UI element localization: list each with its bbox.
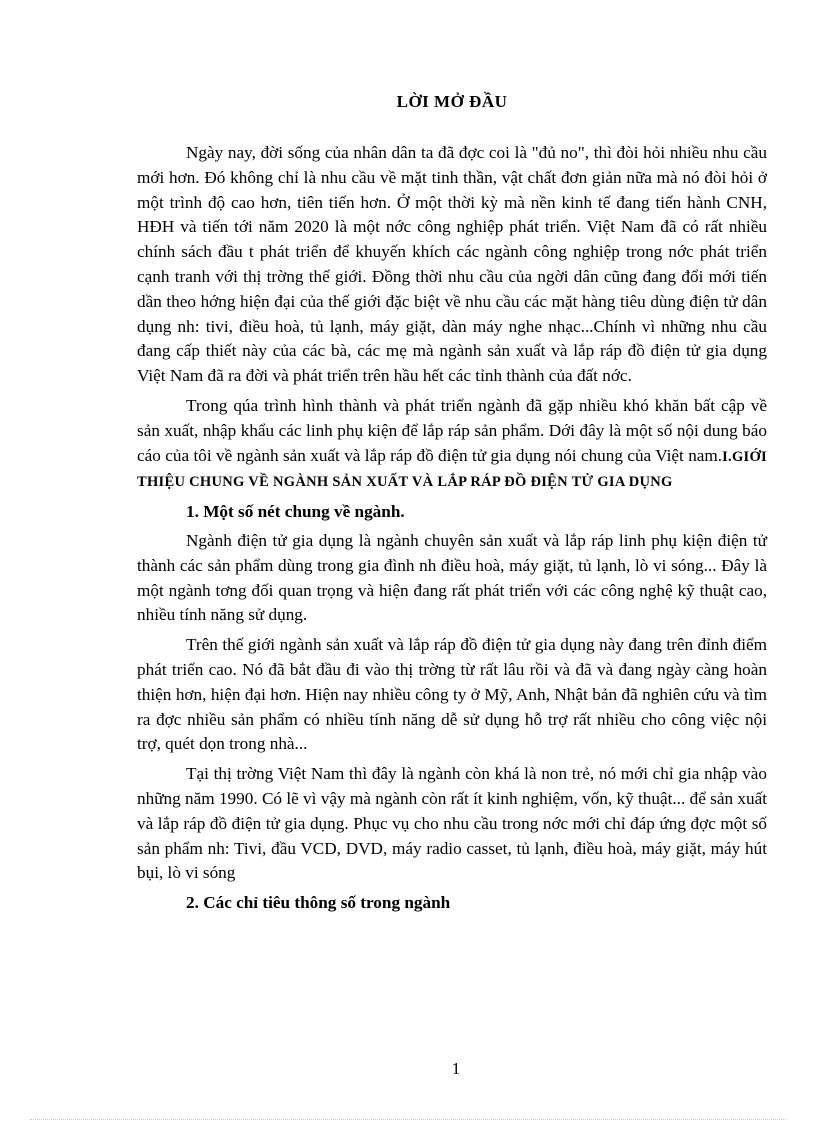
section-1-heading: 1. Một số nét chung về ngành.: [186, 502, 405, 522]
page-bottom-divider: [30, 1119, 786, 1120]
chapter-heading: I.GIỚI THIỆU CHUNG VỀ NGÀNH SẢN XUẤT VÀ LẮP RÁP ĐỒ ĐIỆN TỬ GIA DỤNG: [137, 448, 767, 491]
intro-paragraph-2-text: Trong qúa trình hình thành và phát triển ngành đã gặp nhiều khó khăn bất cập về sản xuất, nhập khẩu các linh phụ kiện để lắp ráp sản phẩm. Dới đây là một số nội dung báo cáo của tôi về ngành sản xuất và lắp ráp đồ điện tử gia dụng nói chung của Việt nam.: [137, 395, 767, 465]
section-1-paragraph-3: Tại thị trờng Việt Nam thì đây là ngành còn khá là non trẻ, nó mới chỉ gia nhập vào những năm 1990. Có lẽ vì vậy mà ngành còn rất ít kinh nghiệm, vốn, kỹ thuật... để sản xuất và lắp ráp đồ điện tử gia dụng. Phục vụ cho nhu cầu trong nớc mới chỉ đáp ứng đợc một số sản phẩm nh: Tivi, đầu VCD, DVD, máy radio casset, tủ lạnh, điều hoà, máy giặt, máy hút bụi, lò vi sóng: [137, 764, 767, 883]
section-1-paragraph-1: Ngành điện tử gia dụng là ngành chuyên sản xuất và lắp ráp linh phụ kiện điện tử thành các sản phẩm dùng trong gia đình nh điều hoà, máy giặt, tủ lạnh, lò vi sóng... Đây là một ngành tơng đối quan trọng và hiện đang rất phát triển với các công nghệ kỹ thuật cao, nhiều tính năng sử dụng.: [137, 530, 767, 625]
section-2-heading: 2. Các chỉ tiêu thông số trong ngành: [186, 893, 451, 913]
page-number: 1: [451, 1059, 461, 1078]
section-1-paragraph-2: Trên thế giới ngành sản xuất và lắp ráp đồ điện tử gia dụng này đang trên đỉnh điểm phát triển cao. Nó đã bắt đầu đi vào thị trờng từ rất lâu rồi và đã và đang ngày càng hoàn thiện hơn, hiện đại hơn. Hiện nay nhiều công ty ở Mỹ, Anh, Nhật bản đã nghiên cứu và tìm ra đợc nhiều sản phẩm có nhiều tính năng dễ sử dụng hỗ trợ rất nhiều cho công việc nội trợ, quét dọn trong nhà...: [137, 635, 767, 754]
page-content: [137, 92, 767, 920]
intro-paragraph-1: Ngày nay, đời sống của nhân dân ta đã đợc coi là "đủ no", thì đòi hỏi nhiều nhu cầu mới hơn. Đó không chỉ là nhu cầu về mặt tinh thần, vật chất đơn giản nữa mà nó đòi hỏi ở một trình độ cao hơn, tiên tiến hơn. Ở một thời kỳ mà nền kinh tế đang tiến hành CNH, HĐH và tiến tới năm 2020 là một nớc công nghiệp phát triển. Việt Nam đã có rất nhiều chính sách đầu t phát triển để khuyến khích các ngành công nghiệp trong nớc phát triển cạnh tranh với thị trờng thế giới. Đồng thời nhu cầu của ngời dân cũng đang đổi mới tiến dần theo hớng hiện đại của thế giới đặc biệt về nhu cầu các mặt hàng tiêu dùng điện tử dân dụng nh: tivi, điều hoà, tủ lạnh, máy giặt, dàn máy nghe nhạc...Chính vì những nhu cầu đang cấp thiết này của các bà, các mẹ mà ngành sản xuất và lắp ráp đồ điện tử gia dụng Việt Nam đã ra đời và phát triển trên hầu hết các tỉnh thành của đất nớc.: [137, 143, 767, 386]
intro-paragraph-2: [137, 394, 767, 495]
page-title: LỜI MỞ ĐẦU: [396, 92, 508, 111]
